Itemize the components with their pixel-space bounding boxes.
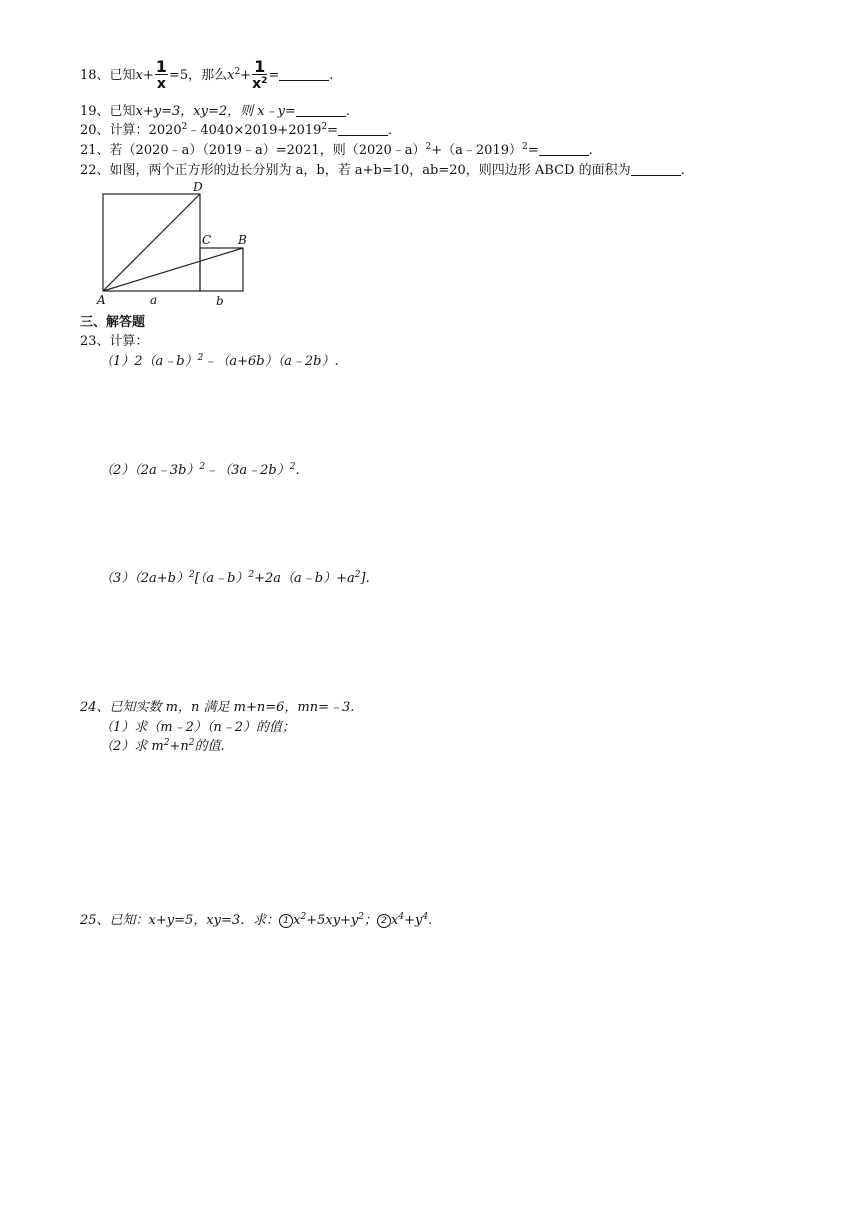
q21-tail: . <box>588 143 593 158</box>
q25-sup1: 2 <box>300 912 307 922</box>
question-19 <box>80 103 350 121</box>
q18-mid: =5，那么 <box>168 68 228 83</box>
q24p2-c: 的值. <box>194 739 225 754</box>
q25-a: 25、已知：x+y=5，xy=3．求： <box>80 913 280 928</box>
q25-d: ； <box>364 913 378 928</box>
answer-blank-22[interactable] <box>631 163 681 176</box>
q18-label: 18、已知 <box>80 68 136 83</box>
two-squares-figure <box>96 180 276 310</box>
q20-sup: 2 <box>181 122 188 132</box>
q20-a: 2020 <box>148 123 182 138</box>
label-a: a <box>150 293 158 307</box>
label-D: D <box>193 180 203 194</box>
answer-blank-20[interactable] <box>338 123 388 136</box>
q23p2-sup: 2 <box>199 462 206 472</box>
q19-expr: x+y=3，xy=2，则 x﹣y= <box>135 104 296 119</box>
q23p3-b: [（a﹣b） <box>194 571 249 586</box>
question-25 <box>80 912 432 930</box>
question-20 <box>80 122 392 140</box>
q23p1-a: （1）2（a﹣b） <box>100 354 198 369</box>
q25-sup3: 4 <box>398 912 405 922</box>
label-C: C <box>202 233 212 247</box>
q23p2-b: ﹣（3a﹣2b） <box>205 463 290 478</box>
question-24-part-1: （1）求（m﹣2）（n﹣2）的值； <box>100 720 296 735</box>
q23p3-d: ]. <box>360 571 370 586</box>
q23p3-a: （3）（2a+b） <box>100 571 190 586</box>
question-24-part-2 <box>100 738 225 756</box>
section-heading-3: 三、解答题 <box>80 315 146 330</box>
circled-two-icon: 2 <box>377 914 391 928</box>
q22-text: 22、如图，两个正方形的边长分别为 a，b，若 a+b=10，ab=20，则四边形 ABCD 的面积为 <box>80 163 631 178</box>
q18-tail: . <box>329 68 334 83</box>
frac-den: x <box>156 76 166 92</box>
q23p3-sup2: 2 <box>248 570 255 580</box>
q24p2-sup: 2 <box>163 738 170 748</box>
q19-tail: . <box>345 104 350 119</box>
q19-label: 19、已知 <box>80 104 136 119</box>
q24p2-sup2: 2 <box>188 738 195 748</box>
answer-blank-21[interactable] <box>539 143 589 156</box>
frac-den-sup: 2 <box>261 76 268 86</box>
q20-sup2: 2 <box>321 122 328 132</box>
question-18 <box>80 57 334 92</box>
q25-f: +y <box>404 913 423 928</box>
label-B: B <box>238 233 247 247</box>
q25-sup4: 4 <box>422 912 429 922</box>
question-23-part-2 <box>100 462 300 480</box>
q23p1-sup: 2 <box>197 353 204 363</box>
q18-x: x <box>227 68 235 83</box>
q18-plus: + <box>240 68 252 83</box>
q23p2-c: . <box>295 463 300 478</box>
question-23-part-3 <box>100 570 370 588</box>
q25-e: x <box>391 913 399 928</box>
question-23-title: 23、计算： <box>80 334 149 349</box>
q21-sup2: 2 <box>522 142 528 152</box>
q24p2-b: +n <box>169 739 189 754</box>
answer-blank-18[interactable] <box>279 68 329 81</box>
q21-a: 21、若（2020﹣a）（2019﹣a）=2021，则（2020﹣a） <box>80 143 426 158</box>
q20-tail: . <box>388 123 393 138</box>
q23p2-a: （2）（2a﹣3b） <box>100 463 200 478</box>
q21-sup: 2 <box>425 142 432 152</box>
q18-expr: x+ <box>135 68 154 83</box>
fraction-1-over-x <box>155 57 168 92</box>
q20-label: 20、计算： <box>80 123 149 138</box>
q23p3-c: +2a（a﹣b）+a <box>254 571 355 586</box>
question-21 <box>80 142 593 160</box>
q25-b: x <box>293 913 301 928</box>
frac-num: 1 <box>252 60 267 75</box>
frac-den <box>252 75 267 91</box>
question-24-title: 24、已知实数 m，n 满足 m+n=6，mn=﹣3. <box>80 700 355 715</box>
q21-b: +（a﹣2019） <box>431 143 522 158</box>
question-22 <box>80 162 685 180</box>
q23p2-sup2: 2 <box>289 462 296 472</box>
label-b: b <box>216 294 224 308</box>
q18-eq: = <box>268 68 280 83</box>
frac-num: 1 <box>155 57 167 76</box>
q20-eq: = <box>327 123 339 138</box>
answer-blank-19[interactable] <box>296 104 346 117</box>
q25-g: . <box>428 913 433 928</box>
q18-sup: 2 <box>234 67 241 77</box>
q23p3-sup3: 2 <box>354 570 361 580</box>
q23p1-b: ﹣（a+6b）（a﹣2b）. <box>203 354 339 369</box>
q22-tail: . <box>680 163 685 178</box>
q25-c: +5xy+y <box>306 913 359 928</box>
circled-one-icon: 1 <box>279 914 293 928</box>
label-A: A <box>97 293 106 307</box>
fraction-1-over-x2 <box>252 57 268 92</box>
question-23-part-1 <box>100 353 339 371</box>
q25-sup2: 2 <box>358 912 365 922</box>
q23p3-sup: 2 <box>189 570 195 580</box>
q21-eq: = <box>527 143 539 158</box>
frac-den-x: x <box>252 76 262 92</box>
q24p2-a: （2）求 m <box>100 739 164 754</box>
q20-b: ﹣4040×2019+2019 <box>187 123 322 138</box>
